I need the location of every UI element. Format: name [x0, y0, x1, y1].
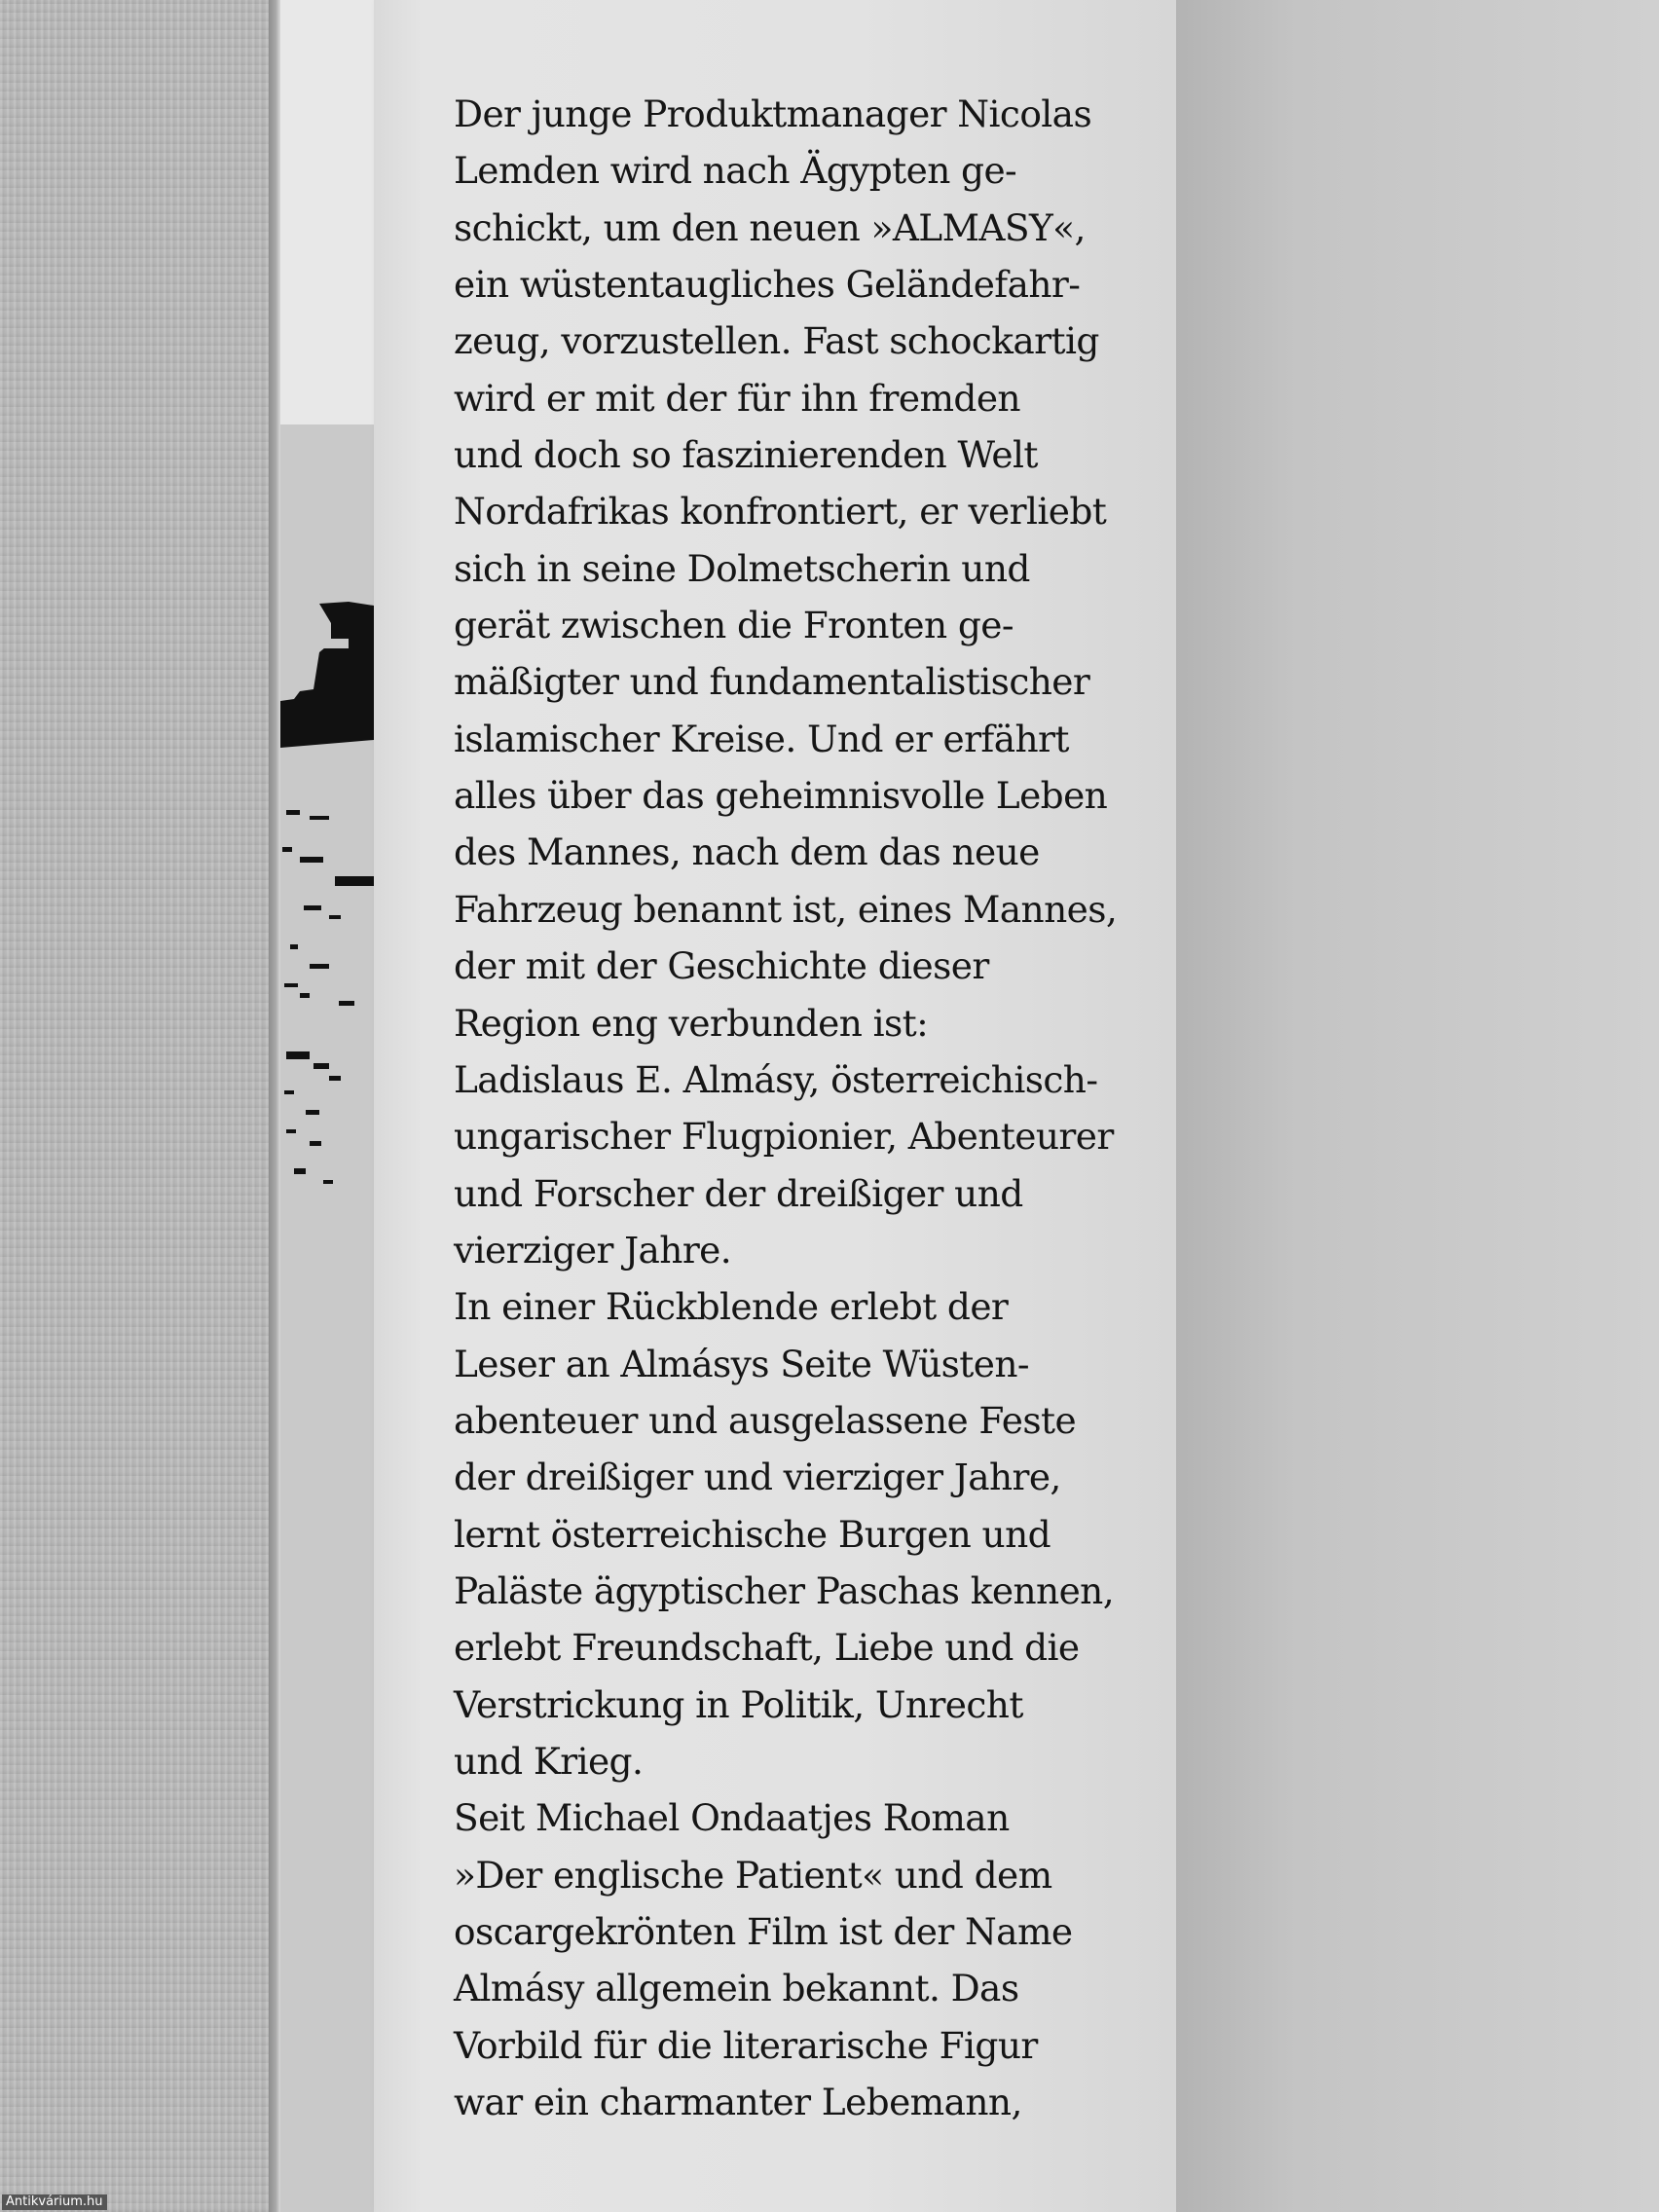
- text-line: Almásy allgemein bekannt. Das: [454, 1967, 1019, 2010]
- flap-text-block: [454, 86, 1135, 2130]
- text-line: ungarischer Flugpionier, Abenteurer: [454, 1115, 1114, 1159]
- text-line: In einer Rückblende erlebt der: [454, 1285, 1009, 1329]
- text-line: erlebt Freundschaft, Liebe und die: [454, 1626, 1080, 1670]
- text-line: »Der englische Patient« und dem: [454, 1853, 1052, 1897]
- text-line: lernt österreichische Burgen und: [454, 1512, 1051, 1556]
- text-line: Lemden wird nach Ägypten ge-: [454, 149, 1017, 193]
- text-line: Region eng verbunden ist:: [454, 1001, 929, 1045]
- text-line: alles über das geheimnisvolle Leben: [454, 774, 1108, 818]
- text-line: Verstrickung in Politik, Unrecht: [454, 1682, 1023, 1726]
- text-line: und doch so faszinierenden Welt: [454, 433, 1038, 477]
- text-line: oscargekrönten Film ist der Name: [454, 1910, 1073, 1953]
- watermark-label: Antikvárium.hu: [2, 2194, 107, 2210]
- text-line: zeug, vorzustellen. Fast schockartig: [454, 319, 1099, 363]
- text-line: Paläste ägyptischer Paschas kennen,: [454, 1568, 1115, 1612]
- wooden-surface: [0, 0, 275, 2212]
- text-line: vierziger Jahre.: [454, 1228, 732, 1272]
- text-line: der dreißiger und vierziger Jahre,: [454, 1456, 1061, 1499]
- text-line: Ladislaus E. Almásy, österreichisch-: [454, 1057, 1098, 1101]
- text-line: und Forscher der dreißiger und: [454, 1171, 1023, 1215]
- text-line: mäßigter und fundamentalistischer: [454, 660, 1090, 704]
- background-paper: [1176, 0, 1659, 2212]
- text-line: Vorbild für die literarische Figur: [454, 2023, 1038, 2067]
- text-line: wird er mit der für ihn fremden: [454, 376, 1020, 420]
- text-line: Fahrzeug benannt ist, eines Mannes,: [454, 887, 1118, 931]
- text-line: Leser an Almásys Seite Wüsten-: [454, 1342, 1029, 1385]
- text-line: gerät zwischen die Fronten ge-: [454, 604, 1014, 647]
- text-line: Der junge Produktmanager Nicolas: [454, 92, 1092, 135]
- text-line: ein wüstentaugliches Geländefahr-: [454, 263, 1081, 307]
- cover-illustration-fragment: [280, 584, 374, 1246]
- text-line: schickt, um den neuen »ALMASY«,: [454, 205, 1086, 249]
- text-line: Seit Michael Ondaatjes Roman: [454, 1796, 1010, 1840]
- text-line: sich in seine Dolmetscherin und: [454, 546, 1030, 590]
- text-line: abenteuer und ausgelassene Feste: [454, 1398, 1077, 1442]
- book-board-edge: [269, 0, 280, 2212]
- text-line: des Mannes, nach dem das neue: [454, 830, 1040, 874]
- text-line: der mit der Geschichte dieser: [454, 944, 989, 988]
- text-line: Nordafrikas konfrontiert, er verliebt: [454, 490, 1107, 534]
- text-line: war ein charmanter Lebemann,: [454, 2081, 1022, 2124]
- text-line: islamischer Kreise. Und er erfährt: [454, 717, 1069, 760]
- text-line: und Krieg.: [454, 1739, 644, 1783]
